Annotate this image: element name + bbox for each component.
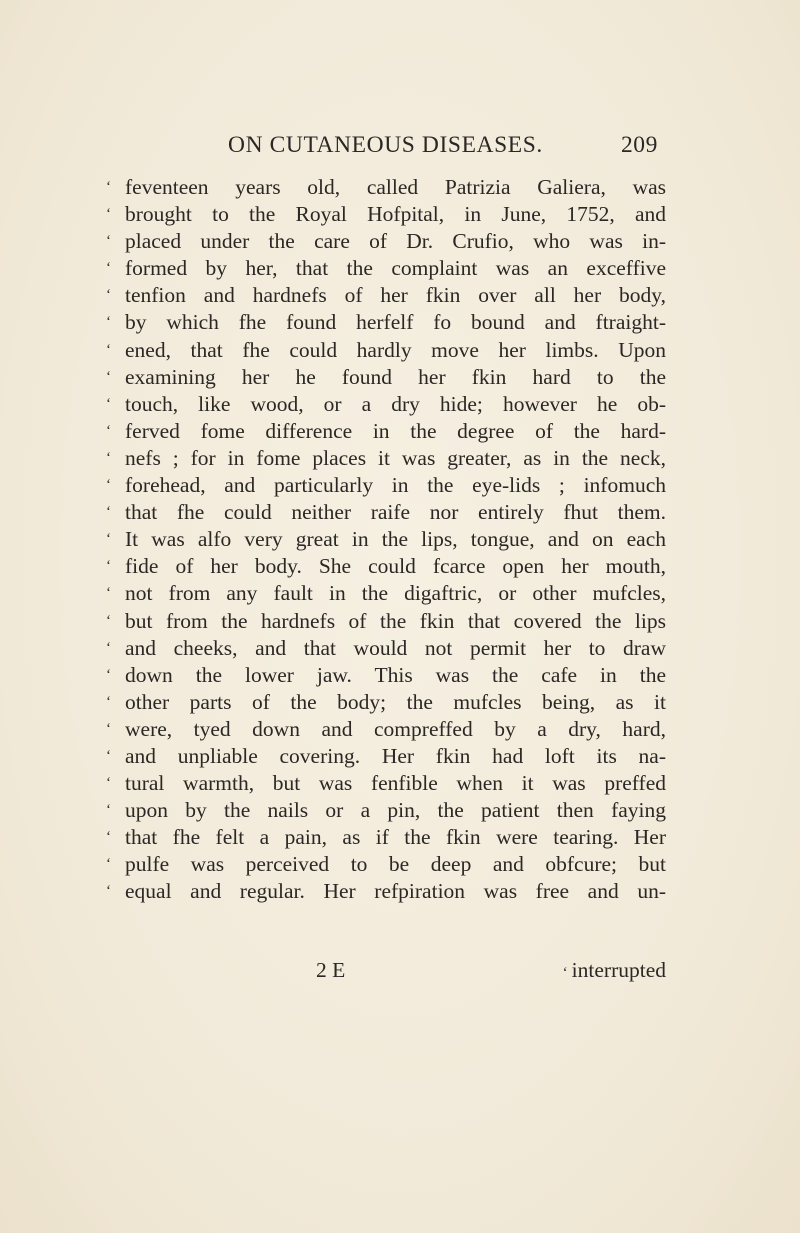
text-line xyxy=(106,824,666,851)
text-line xyxy=(106,499,666,526)
line-text: examining her he found her fkin hard to the xyxy=(125,364,666,389)
line-text: tenfion and hardnefs of her fkin over all her body, xyxy=(125,283,666,308)
quote-mark: ‘ xyxy=(106,314,111,331)
page-footer xyxy=(106,956,666,984)
line-text: not from any fault in the digaftric, or other mufcles, xyxy=(125,581,666,606)
text-line xyxy=(106,228,666,255)
page-number: 209 xyxy=(620,132,658,158)
text-line xyxy=(106,255,666,282)
quote-mark: ‘ xyxy=(106,883,111,900)
text-line xyxy=(106,851,666,878)
line-text: ened, that fhe could hardly move her limbs. Upon xyxy=(125,337,666,362)
text-line xyxy=(106,526,666,553)
text-line xyxy=(106,282,666,309)
text-line xyxy=(106,608,666,635)
line-text: other parts of the body; the mufcles being, as it xyxy=(125,689,666,714)
quote-mark: ‘ xyxy=(106,612,111,629)
quote-mark: ‘ xyxy=(562,965,568,981)
quote-mark: ‘ xyxy=(106,233,111,250)
quote-mark: ‘ xyxy=(106,775,111,792)
quote-mark: ‘ xyxy=(106,477,111,494)
running-head: ON CUTANEOUS DISEASES. xyxy=(228,132,543,158)
signature-mark: 2 E xyxy=(316,958,346,982)
line-text: were, tyed down and compreffed by a dry, hard, xyxy=(125,716,666,741)
quote-mark: ‘ xyxy=(106,422,111,439)
quote-mark: ‘ xyxy=(106,558,111,575)
body-text xyxy=(106,174,666,906)
quote-mark: ‘ xyxy=(106,531,111,548)
quote-mark: ‘ xyxy=(106,856,111,873)
text-line xyxy=(106,418,666,445)
text-line xyxy=(106,201,666,228)
text-line xyxy=(106,553,666,580)
text-line xyxy=(106,364,666,391)
text-line xyxy=(106,743,666,770)
text-line xyxy=(106,878,666,905)
line-text: and cheeks, and that would not permit her to draw xyxy=(125,635,666,660)
quote-mark: ‘ xyxy=(106,179,111,195)
line-text: that fhe could neither raife nor entirely fhut them. xyxy=(125,500,666,525)
quote-mark: ‘ xyxy=(106,341,111,358)
quote-mark: ‘ xyxy=(106,720,111,737)
line-text: ferved fome difference in the degree of the hard- xyxy=(125,418,666,443)
line-text: equal and regular. Her refpiration was free and un- xyxy=(125,879,666,904)
line-text: pulfe was perceived to be deep and obfcure; but xyxy=(125,852,666,877)
quote-mark: ‘ xyxy=(106,747,111,764)
quote-mark: ‘ xyxy=(106,368,111,385)
line-text: but from the hardnefs of the fkin that covered the lips xyxy=(125,608,666,633)
quote-mark: ‘ xyxy=(106,260,111,277)
quote-mark: ‘ xyxy=(106,693,111,710)
quote-mark: ‘ xyxy=(106,206,111,223)
text-line xyxy=(106,174,666,201)
text-line xyxy=(106,770,666,797)
text-line xyxy=(106,391,666,418)
quote-mark: ‘ xyxy=(106,395,111,412)
line-text: brought to the Royal Hofpital, in June, 1752, and xyxy=(125,202,666,227)
text-line xyxy=(106,472,666,499)
quote-mark: ‘ xyxy=(106,585,111,602)
quote-mark: ‘ xyxy=(106,666,111,683)
catchword xyxy=(563,956,666,987)
line-text: placed under the care of Dr. Crufio, who was in- xyxy=(125,229,666,254)
line-text: touch, like wood, or a dry hide; however he ob- xyxy=(125,391,666,416)
text-line xyxy=(106,337,666,364)
quote-mark: ‘ xyxy=(106,802,111,819)
line-text: forehead, and particularly in the eye-lids ; infomuch xyxy=(125,473,666,498)
quote-mark: ‘ xyxy=(106,504,111,521)
text-line xyxy=(106,580,666,607)
quote-mark: ‘ xyxy=(106,639,111,656)
catchword-text: interrupted xyxy=(571,958,666,982)
line-text: that fhe felt a pain, as if the fkin were tearing. Her xyxy=(125,825,666,850)
quote-mark: ‘ xyxy=(106,449,111,466)
page-header xyxy=(228,132,658,166)
line-text: It was alfo very great in the lips, tongue, and on each xyxy=(125,527,666,552)
line-text: nefs ; for in fome places it was greater, as in the neck, xyxy=(125,445,666,470)
quote-mark: ‘ xyxy=(106,287,111,304)
line-text: and unpliable covering. Her fkin had loft its na- xyxy=(125,743,666,768)
line-text: formed by her, that the complaint was an exceffive xyxy=(125,256,666,281)
text-line xyxy=(106,445,666,472)
line-text: down the lower jaw. This was the cafe in the xyxy=(125,662,666,687)
text-line xyxy=(106,716,666,743)
line-text: fide of her body. She could fcarce open her mouth, xyxy=(125,554,666,579)
line-text: tural warmth, but was fenfible when it was preffed xyxy=(125,771,666,796)
line-text: by which fhe found herfelf fo bound and ftraight- xyxy=(125,310,666,335)
quote-mark: ‘ xyxy=(106,829,111,846)
text-line xyxy=(106,797,666,824)
text-line xyxy=(106,309,666,336)
text-line xyxy=(106,662,666,689)
line-text: upon by the nails or a pin, the patient then faying xyxy=(125,798,666,823)
text-line xyxy=(106,689,666,716)
text-line xyxy=(106,635,666,662)
line-text: feventeen years old, called Patrizia Galiera, was xyxy=(125,175,666,199)
